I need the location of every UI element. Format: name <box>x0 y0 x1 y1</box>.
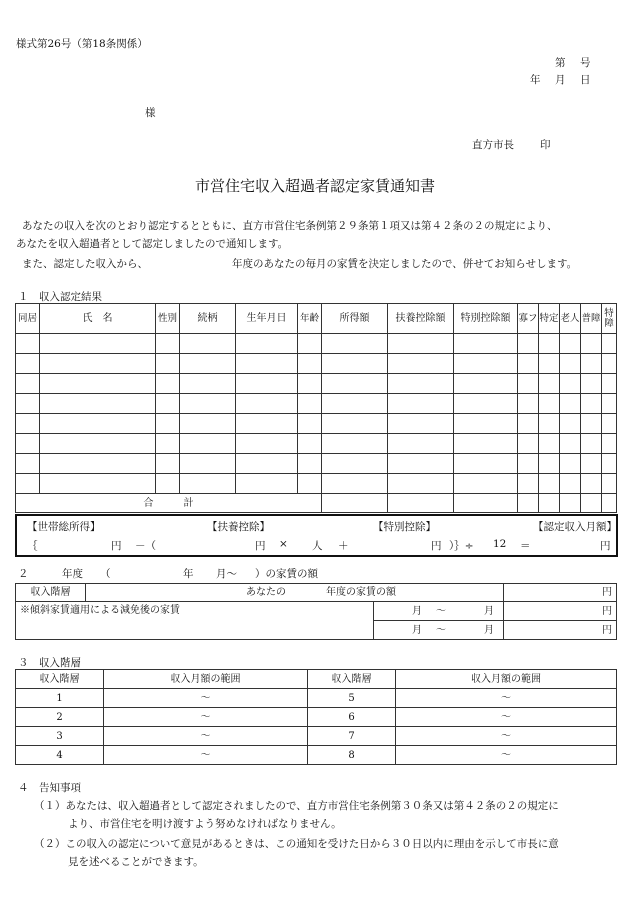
period-end-month-2: 月 <box>484 625 494 636</box>
formula-equals: ＝ <box>520 540 531 552</box>
tier-col-left: 収入階層 <box>16 670 104 689</box>
table-row <box>16 689 617 708</box>
formula-times: × <box>279 538 288 550</box>
tier-range: ～ <box>396 689 617 708</box>
col-relation: 続柄 <box>180 304 236 334</box>
label-recognized: 【認定収入月額】 <box>533 521 617 533</box>
date-month: 月 <box>555 74 566 86</box>
tier-range: ～ <box>104 708 308 727</box>
date-day: 日 <box>580 74 591 86</box>
section2-paren-close: ）の家賃の額 <box>255 568 318 580</box>
section1-heading: １ 収入認定結果 <box>18 291 102 303</box>
table-row <box>16 474 617 494</box>
col-specific: 特定 <box>539 304 560 334</box>
table-row <box>16 454 617 474</box>
label-dependent: 【扶養控除】 <box>207 521 270 533</box>
seal-mark: 印 <box>540 139 551 151</box>
formula-yen-1: 円 <box>111 540 122 552</box>
tier-number: 3 <box>16 727 104 746</box>
reduced-rent-label: ※傾斜家賃適用による減免後の家賃 <box>16 602 374 640</box>
formula-open: ｛ <box>27 540 38 552</box>
table-row <box>16 708 617 727</box>
tier-number: 4 <box>16 746 104 765</box>
total-label: 合 計 <box>16 494 322 513</box>
period-end-month-1: 月 <box>484 606 494 617</box>
formula-plus: ＋ <box>338 540 349 552</box>
recipient-sama: 様 <box>145 107 156 119</box>
tier-range: ～ <box>396 708 617 727</box>
intro-line-2: あなたを収入超過者として認定しましたので通知します。 <box>16 238 289 250</box>
col-doukyo: 同居 <box>16 304 40 334</box>
form-number: 様式第26号（第18条関係） <box>16 38 148 50</box>
notice-2-line-1: （２）この収入の認定について意見があるときは、この通知を受けた日から３０日以内に理由を示して市長に意 <box>34 838 559 850</box>
formula-close-div: ）｝÷ <box>449 540 474 552</box>
intro-line-3b: 年度のあなたの毎月の家賃を決定しましたので、併せてお知らせします。 <box>232 258 578 270</box>
table-row <box>16 354 617 374</box>
col-sex: 性別 <box>156 304 180 334</box>
dai-label: 第 <box>555 57 566 69</box>
formula-persons: 人 <box>312 540 323 552</box>
range-col-right: 収入月額の範囲 <box>396 670 617 689</box>
notice-1-line-2: より、市営住宅を明け渡すよう努めなければなりません。 <box>68 818 342 830</box>
col-age: 年齢 <box>298 304 322 334</box>
intro-line-3a: また、認定した収入から、 <box>22 258 148 270</box>
table-row <box>16 727 617 746</box>
table-row <box>16 374 617 394</box>
col-dependent-deduction: 扶養控除額 <box>388 304 454 334</box>
section4-heading: ４ 告知事項 <box>18 782 81 794</box>
income-formula-box <box>15 514 618 557</box>
col-special-disabled: 特障 <box>602 304 617 334</box>
table-row <box>16 434 617 454</box>
col-elderly: 老人 <box>560 304 581 334</box>
section2-paren-open: （ <box>100 568 111 580</box>
col-income: 所得額 <box>322 304 388 334</box>
period-cell-2 <box>374 621 504 640</box>
col-disabled: 普障 <box>581 304 602 334</box>
tier-range: ～ <box>104 689 308 708</box>
rent-yen-1: 円 <box>504 584 617 602</box>
formula-yen-4: 円 <box>600 540 611 552</box>
tier-number: 1 <box>16 689 104 708</box>
formula-minus: －（ <box>135 540 156 552</box>
col-special-deduction: 特別控除額 <box>454 304 518 334</box>
tier-range: ～ <box>104 727 308 746</box>
tier-number: 5 <box>308 689 396 708</box>
table-row <box>16 746 617 765</box>
tier-range: ～ <box>104 746 308 765</box>
period-tilde-2: ～ <box>436 625 446 636</box>
year-rent-label: 年度の家賃の額 <box>326 587 396 598</box>
total-row <box>16 494 617 513</box>
section2-month: 月～ <box>216 568 237 580</box>
period-cell-1 <box>374 602 504 621</box>
income-tier-label: 収入階層 <box>16 584 86 602</box>
formula-yen-3: 円 <box>431 540 442 552</box>
period-start-month-1: 月 <box>412 606 422 617</box>
tier-number: 2 <box>16 708 104 727</box>
your-label: あなたの <box>246 587 286 598</box>
income-table <box>15 303 617 513</box>
tier-range: ～ <box>396 746 617 765</box>
table-row <box>16 414 617 434</box>
page-title: 市営住宅収入超過者認定家賃通知書 <box>194 177 435 195</box>
label-total-income: 【世帯総所得】 <box>27 521 101 533</box>
go-label: 号 <box>580 57 591 69</box>
intro-line-1: あなたの収入を次のとおり認定するとともに、直方市営住宅条例第２９条第１項又は第４２条の２の規定により、 <box>22 220 558 232</box>
formula-yen-2: 円 <box>255 540 266 552</box>
rent-yen-3: 円 <box>504 621 617 640</box>
notice-2-line-2: 見を述べることができます。 <box>68 856 204 868</box>
section2-year: 年 <box>183 568 194 580</box>
label-special: 【特別控除】 <box>373 521 436 533</box>
rent-table <box>15 583 617 640</box>
tier-col-right: 収入階層 <box>308 670 396 689</box>
section3-heading: ３ 収入階層 <box>18 657 81 669</box>
period-tilde-1: ～ <box>436 606 446 617</box>
tier-range: ～ <box>396 727 617 746</box>
table-header-row <box>16 304 617 334</box>
date-year: 年 <box>530 74 541 86</box>
tier-number: 7 <box>308 727 396 746</box>
issuer: 直方市長 <box>472 139 514 151</box>
period-start-month-2: 月 <box>412 625 422 636</box>
annual-rent-label-cell <box>86 584 504 602</box>
tier-number: 6 <box>308 708 396 727</box>
tier-table <box>15 669 617 765</box>
col-name: 氏 名 <box>40 304 156 334</box>
tier-number: 8 <box>308 746 396 765</box>
table-row <box>16 334 617 354</box>
formula-twelve: 12 <box>493 538 507 550</box>
rent-yen-2: 円 <box>504 602 617 621</box>
table-row <box>16 394 617 414</box>
notice-1-line-1: （１）あなたは、収入超過者として認定されましたので、直方市営住宅条例第３０条又は第４２条の２の規定に <box>34 800 559 812</box>
range-col-left: 収入月額の範囲 <box>104 670 308 689</box>
section2-heading-nendo: 年度 <box>62 568 83 580</box>
section2-heading-num: ２ <box>18 568 29 580</box>
col-widow: 寡フ <box>518 304 539 334</box>
col-birthdate: 生年月日 <box>236 304 298 334</box>
